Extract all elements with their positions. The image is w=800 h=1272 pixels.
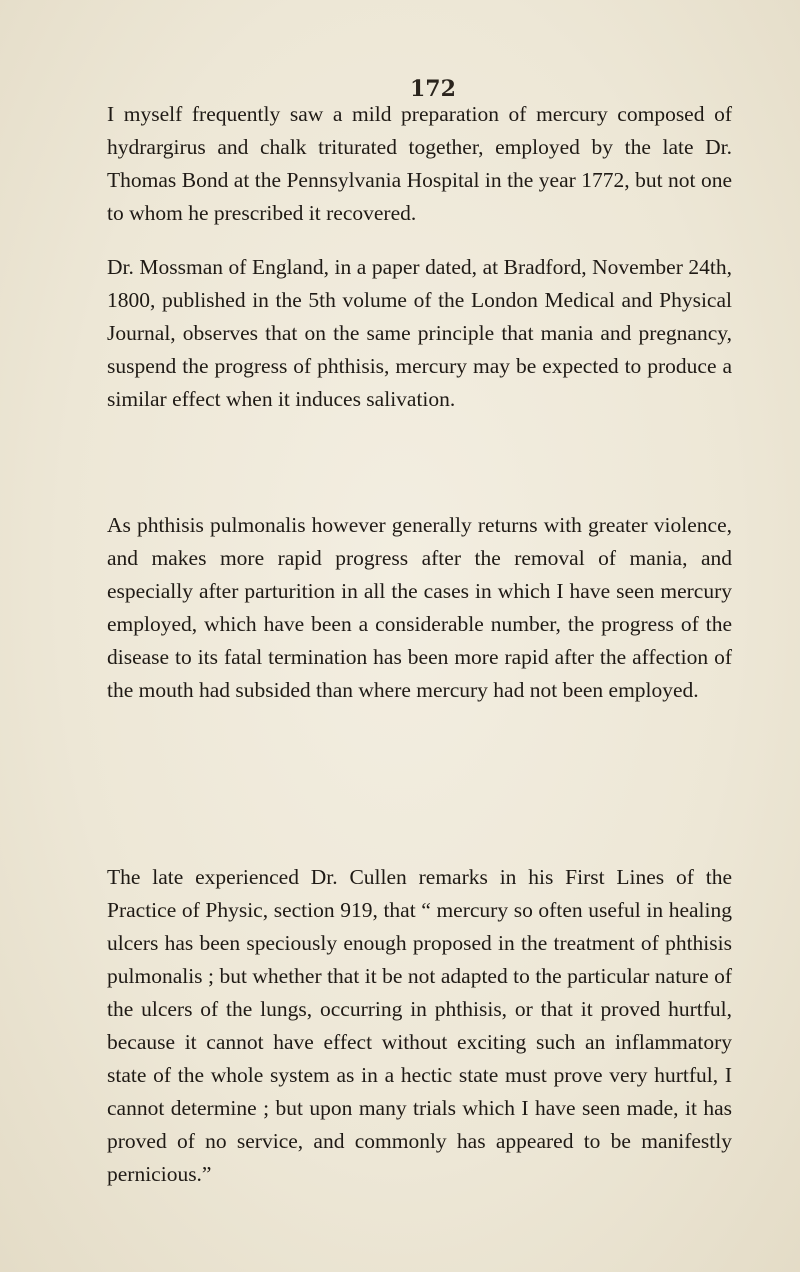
- paragraph-text: I myself frequently saw a mild preparation of mercury composed of hydrargirus and chalk triturated together, employed by the late Dr. Thomas Bond at the Pennsylvania Hospital in the year 1772, but not one to whom he prescribed it recovered.: [107, 102, 732, 225]
- paragraph-4: [107, 861, 732, 1191]
- paragraph-1: [107, 98, 732, 230]
- paragraph-text: Dr. Mossman of England, in a paper dated, at Bradford, November 24th, 1800, published in the 5th volume of the London Medical and Physical Journal, observes that on the same principle that mania and pregnancy, suspend the progress of phthisis, mercury may be expected to produce a similar effect when it induces salivation.: [107, 255, 732, 411]
- paragraph-2: [107, 251, 732, 416]
- page-number: 172: [410, 76, 456, 102]
- paragraph-3: [107, 509, 732, 707]
- paragraph-text: As phthisis pulmonalis however generally returns with greater violence, and makes more rapid progress after the removal of mania, and especially after parturition in all the cases in which I have seen mercury employed, which have been a considerable number, the progress of the disease to its fatal termination has been more rapid after the affection of the mouth had subsided than where mercury had not been employed.: [107, 513, 732, 702]
- paragraph-text: The late experienced Dr. Cullen remarks in his First Lines of the Practice of Physic, section 919, that “ mercury so often useful in healing ulcers has been speciously enough proposed in the treatment of phthisis pulmonalis ; but whether that it be not adapted to the particular nature of the ulcers of the lungs, occurring in phthisis, or that it proved hurtful, because it cannot have effect without exciting such an inflammatory state of the whole system as in a hectic state must prove very hurtful, I cannot determine ; but upon many trials which I have seen made, it has proved of no service, and commonly has appeared to be manifestly pernicious.”: [107, 865, 732, 1186]
